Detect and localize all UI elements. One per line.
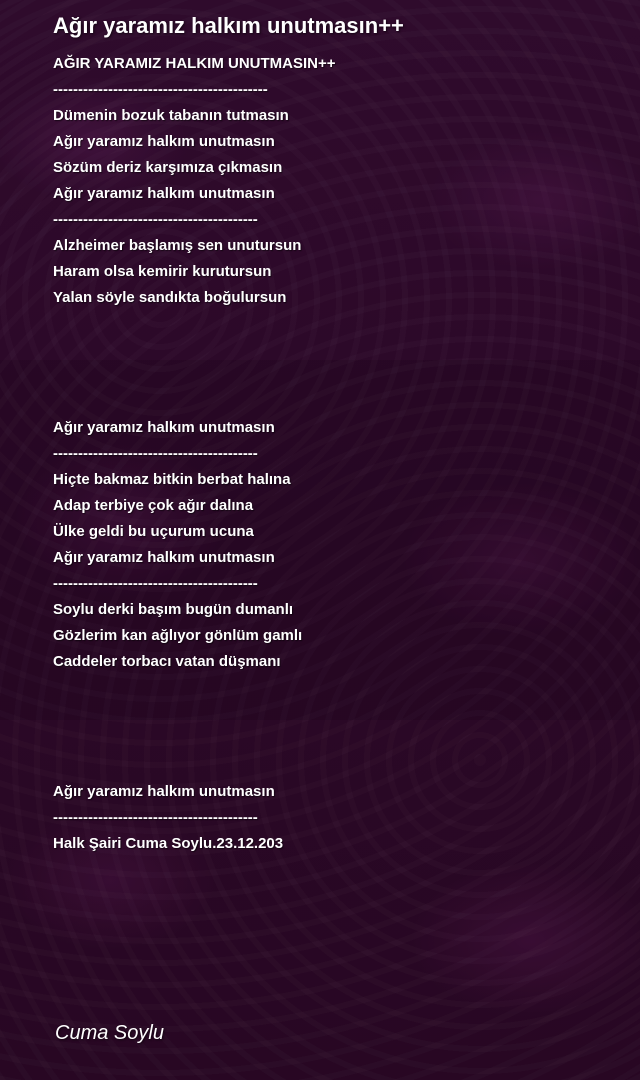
- poem-line: Dümenin bozuk tabanın tutmasın: [53, 107, 289, 124]
- poem-blank-line: [53, 363, 613, 389]
- poem-line: Hiçte bakmaz bitkin berbat halına: [53, 471, 291, 488]
- poem-line: Ülke geldi bu uçurum ucuna: [53, 523, 254, 540]
- poem-line: Ağır yaramız halkım unutmasın: [53, 133, 275, 150]
- poem-divider: -----------------------------------------: [53, 445, 258, 462]
- poem-author: Cuma Soylu: [55, 1022, 164, 1044]
- poem-line: Caddeler torbacı vatan düşmanı: [53, 653, 281, 670]
- poem-blank-line: [53, 753, 613, 779]
- poem-blank-line: [53, 701, 613, 727]
- poem-divider: -----------------------------------------: [53, 211, 258, 228]
- poem-body: [53, 51, 613, 857]
- poem-line: Yalan söyle sandıkta boğulursun: [53, 289, 287, 306]
- poem-divider: -------------------------------------------: [53, 81, 268, 98]
- poem-line: Haram olsa kemirir kurutursun: [53, 263, 272, 280]
- poem-divider: -----------------------------------------: [53, 809, 258, 826]
- poem-line: Gözlerim kan ağlıyor gönlüm gamlı: [53, 627, 303, 644]
- poem-line: Halk Şairi Cuma Soylu.23.12.203: [53, 835, 284, 852]
- poem-line: Ağır yaramız halkım unutmasın: [53, 783, 275, 800]
- poem-blank-line: [53, 311, 613, 337]
- poem-title: Ağır yaramız halkım unutmasın++: [53, 13, 404, 38]
- poem-line: Sözüm deriz karşımıza çıkmasın: [53, 159, 283, 176]
- poem-line: Ağır yaramız halkım unutmasın: [53, 549, 275, 566]
- poem-line: Ağır yaramız halkım unutmasın: [53, 185, 275, 202]
- poem-line: Ağır yaramız halkım unutmasın: [53, 419, 275, 436]
- poem-line: AĞIR YARAMIZ HALKIM UNUTMASIN++: [53, 55, 336, 72]
- poem-blank-line: [53, 675, 613, 701]
- poem-line: Adap terbiye çok ağır dalına: [53, 497, 254, 514]
- poem-line: Soylu derki başım bugün dumanlı: [53, 601, 294, 618]
- poem-blank-line: [53, 337, 613, 363]
- poem-divider: -----------------------------------------: [53, 575, 258, 592]
- poem-blank-line: [53, 727, 613, 753]
- poem-line: Alzheimer başlamış sen unutursun: [53, 237, 302, 254]
- poem-blank-line: [53, 389, 613, 415]
